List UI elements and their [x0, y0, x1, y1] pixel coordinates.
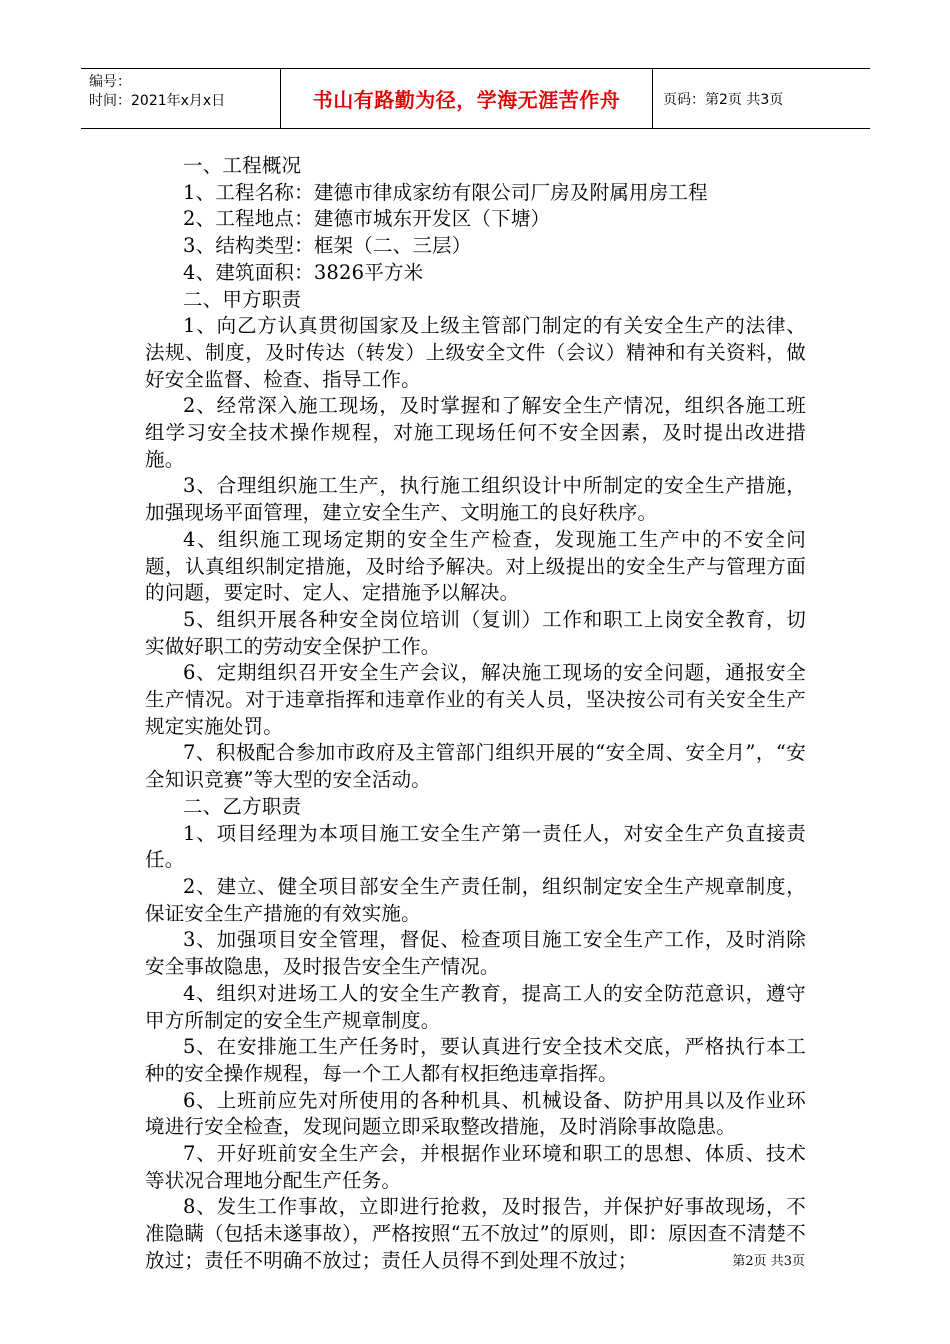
- page-header: [81, 68, 870, 129]
- paragraph: 4、建筑面积：3826平方米: [183, 260, 424, 284]
- paragraph: 4、组织施工现场定期的安全生产检查，发现施工生产中的不安全问题，认真组织制定措施，及时给予解决。对上级提出的安全生产与管理方面的问题，要定时、定人、定措施予以解决。: [145, 527, 806, 605]
- section-heading: 一、工程概况: [183, 154, 302, 177]
- section-heading: 二、甲方职责: [183, 287, 302, 311]
- paragraph: 2、工程地点：建德市城东开发区（下塘）: [183, 207, 551, 231]
- document-body: [145, 153, 806, 1275]
- paragraph: 6、上班前应先对所使用的各种机具、机械设备、防护用具以及作业环境进行安全检查，发现问题立即采取整改措施，及时消除事故隐患。: [145, 1088, 806, 1139]
- section-heading: 二、乙方职责: [183, 794, 302, 818]
- header-motto: 书山有路勤为径，学海无涯苦作舟: [312, 88, 621, 112]
- document-number-label: 编号：: [89, 74, 131, 90]
- paragraph: 7、积极配合参加市政府及主管部门组织开展的“安全周、安全月”，“安全知识竞赛”等大型的安全活动。: [145, 741, 806, 792]
- paragraph: 5、组织开展各种安全岗位培训（复训）工作和职工上岗安全教育，切实做好职工的劳动安全保护工作。: [145, 607, 806, 658]
- paragraph: 2、建立、健全项目部安全生产责任制，组织制定安全生产规章制度，保证安全生产措施的有效实施。: [145, 874, 806, 925]
- paragraph: 8、发生工作事故，立即进行抢救，及时报告，并保护好事故现场，不准隐瞒（包括未遂事故），严格按照“五不放过”的原则，即：原因查不清楚不放过；责任不明确不放过；责任人员得不到处理不放过；: [145, 1195, 806, 1272]
- document-time-label: 时间：2021年x月x日: [89, 93, 226, 109]
- paragraph: 3、结构类型：框架（二、三层）: [183, 234, 472, 258]
- page-footer: 第2页 共3页: [732, 1254, 805, 1269]
- paragraph: 4、组织对进场工人的安全生产教育，提高工人的安全防范意识，遵守甲方所制定的安全生产规章制度。: [145, 981, 806, 1032]
- paragraph: 1、项目经理为本项目施工安全生产第一责任人，对安全生产负直接责任。: [145, 821, 806, 872]
- paragraph: 5、在安排施工生产任务时，要认真进行安全技术交底，严格执行本工种的安全操作规程，每一个工人都有权拒绝违章指挥。: [145, 1035, 806, 1085]
- header-motto-cell: [281, 69, 653, 128]
- paragraph: 1、向乙方认真贯彻国家及上级主管部门制定的有关安全生产的法律、法规、制度，及时传达（转发）上级安全文件（会议）精神和有关资料，做好安全监督、检查、指导工作。: [145, 314, 806, 391]
- paragraph: 7、开好班前安全生产会，并根据作业环境和职工的思想、体质、技术等状况合理地分配生产任务。: [145, 1142, 806, 1192]
- paragraph: 1、工程名称：建德市律成家纺有限公司厂房及附属用房工程: [183, 180, 708, 204]
- paragraph: 3、加强项目安全管理，督促、检查项目施工安全生产工作，及时消除安全事故隐患，及时报告安全生产情况。: [145, 928, 806, 979]
- paragraph: 3、合理组织施工生产，执行施工组织设计中所制定的安全生产措施，加强现场平面管理，建立安全生产、文明施工的良好秩序。: [145, 474, 806, 525]
- paragraph: 6、定期组织召开安全生产会议，解决施工现场的安全问题，通报安全生产情况。对于违章指挥和违章作业的有关人员，坚决按公司有关安全生产规定实施处罚。: [145, 661, 806, 738]
- header-meta: [81, 69, 281, 128]
- header-page-info: 页码：第2页 共3页: [663, 91, 784, 108]
- paragraph: 2、经常深入施工现场，及时掌握和了解安全生产情况，组织各施工班组学习安全技术操作规程，对施工现场任何不安全因素，及时提出改进措施。: [145, 394, 806, 471]
